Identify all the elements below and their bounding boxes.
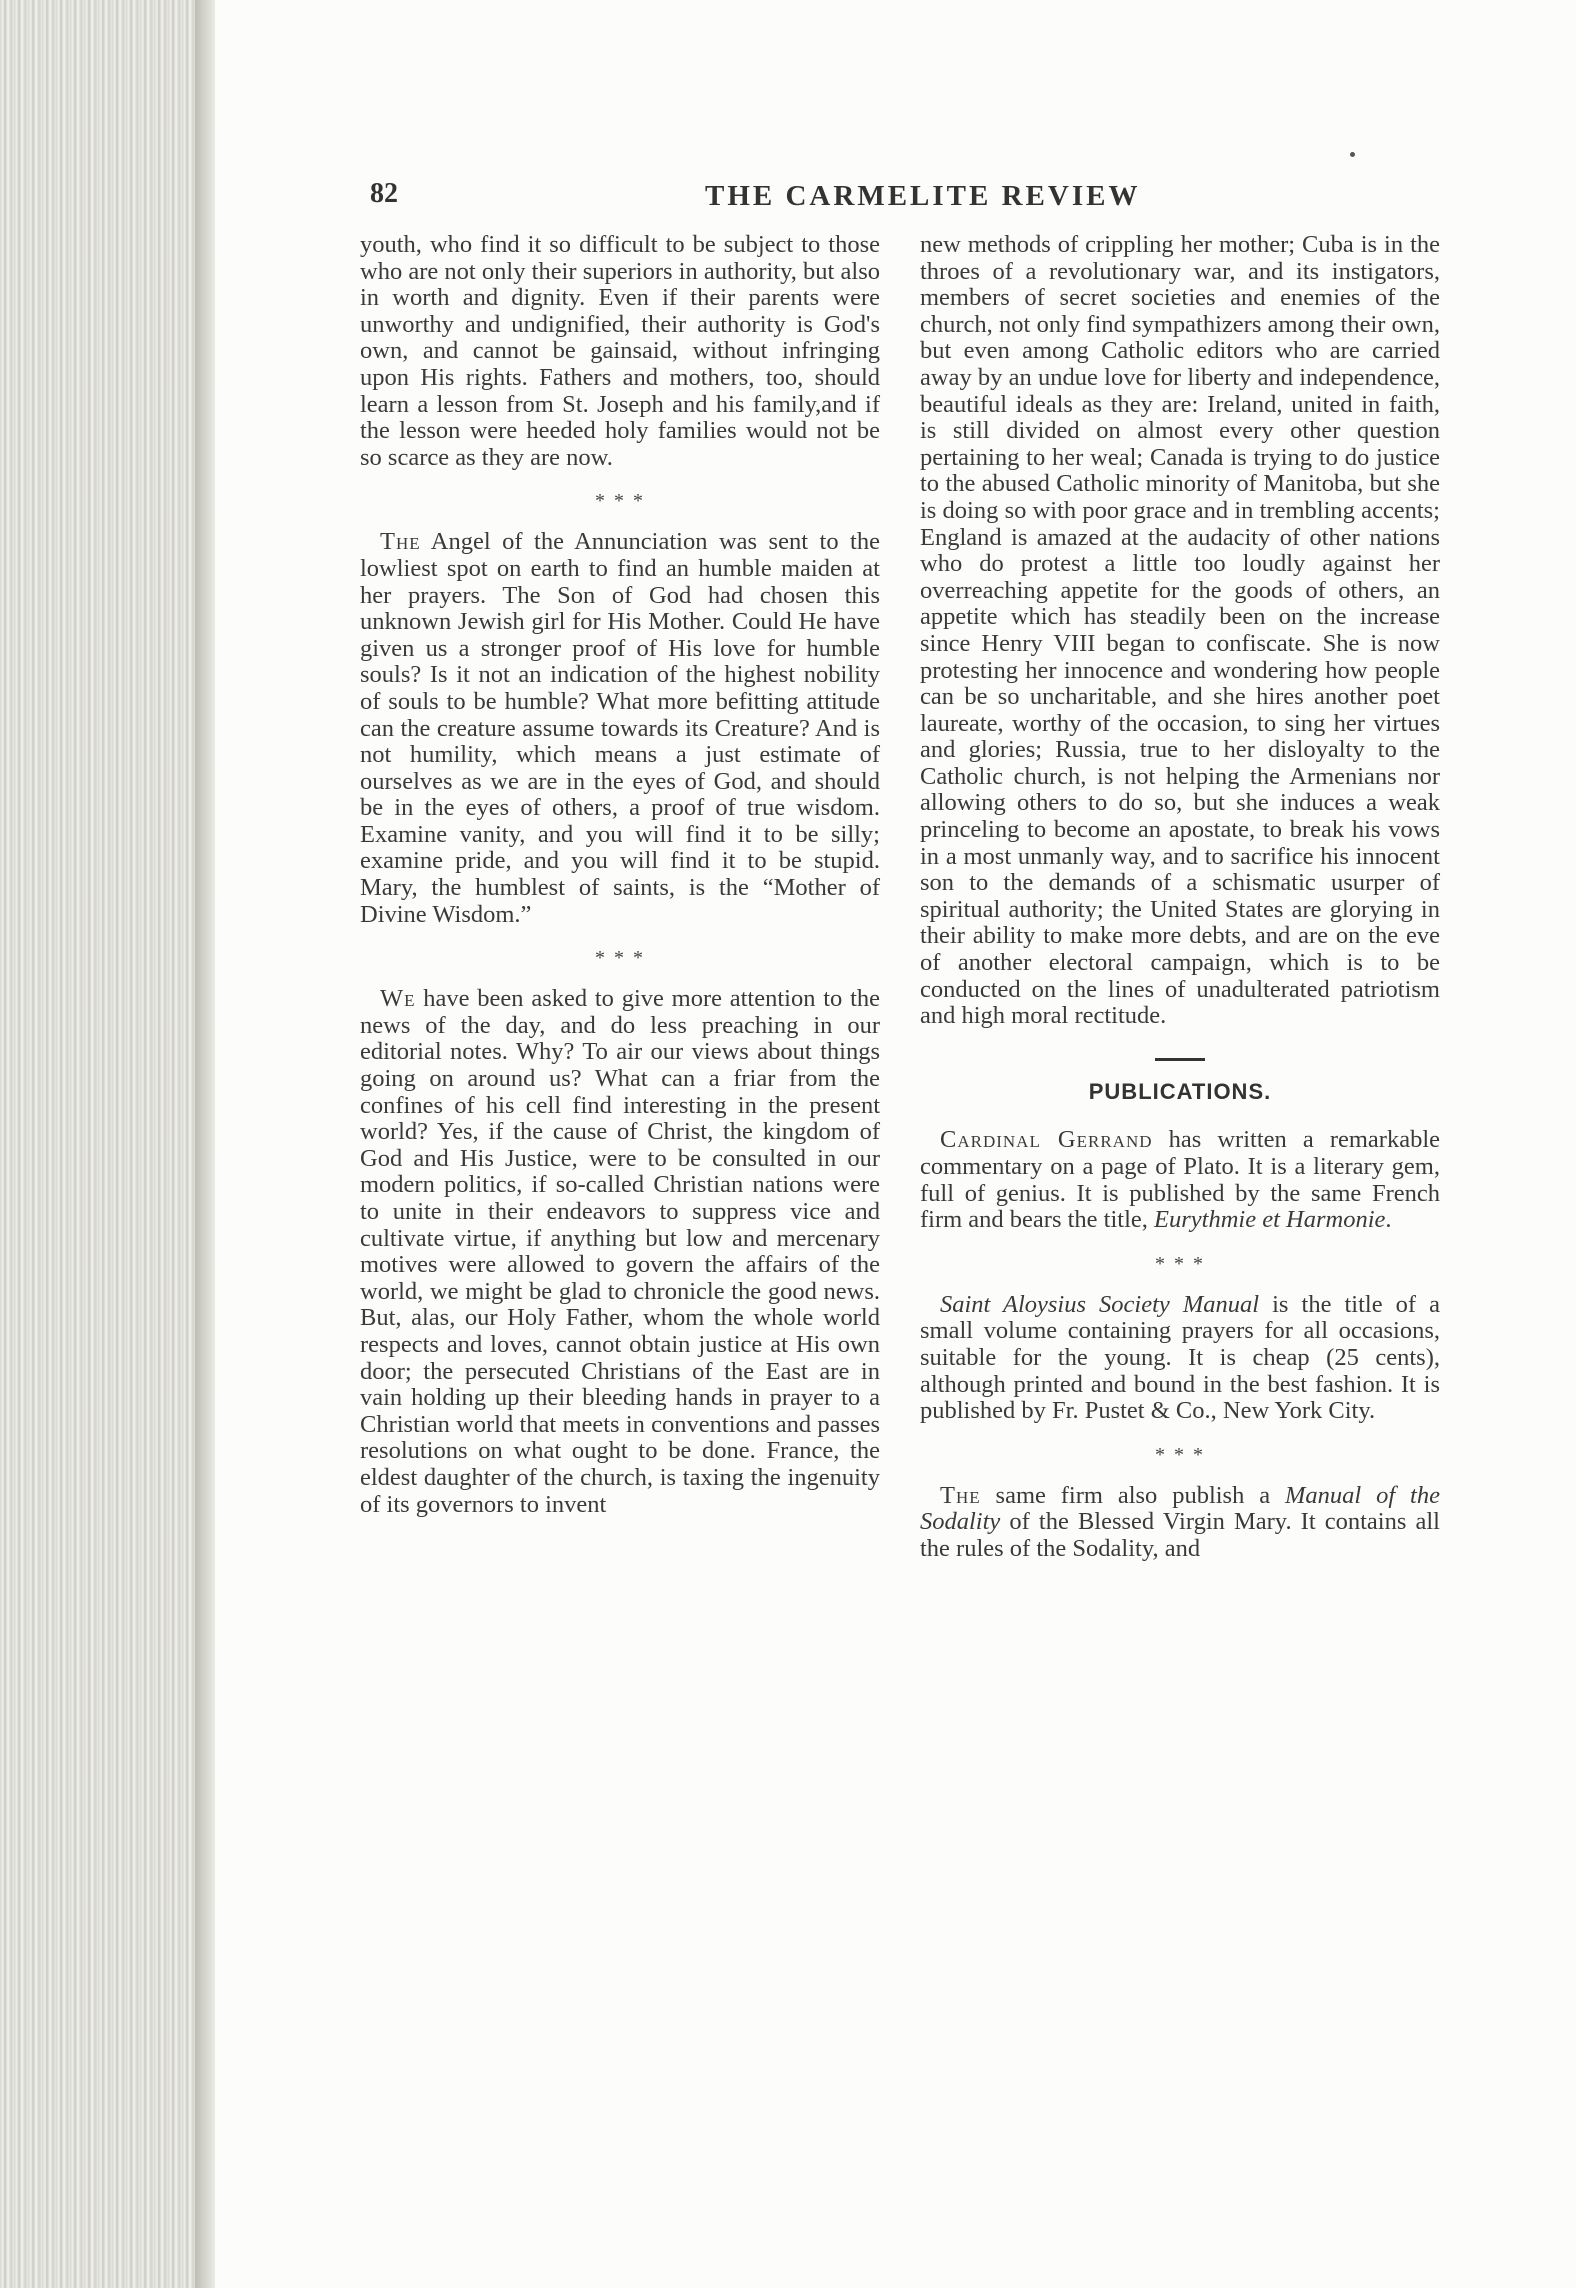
paragraph-editorial-notes [360, 986, 880, 1518]
paragraph-text: Angel of the Annunciation was sent to the lowliest spot on earth to find an humble maiden at her prayers. The Son of God had chosen this unknown Jewish girl for His Mother. Could He have given us a stronger proof of His love for humble souls? Is it not an indication of the highest nobility of souls to be humble? What more befitting attitude can the creature assume towards its Creature? And is not humility, which means a just estimate of ourselves as we are in the eyes of God, and should be in the eyes of others, a proof of true wisdom. Examine vanity, and you will find it to be silly; examine pride, and you will find it to be stupid. Mary, the humblest of saints, is the “Mother of Divine Wisdom.” [360, 528, 880, 928]
section-rule [1155, 1058, 1205, 1061]
book-title: Eurythmie et Harmonie [1154, 1206, 1386, 1234]
paragraph-text: of the Blessed Virgin Mary. It contains all the rules of the Sodality, and [920, 1508, 1440, 1562]
journal-title: THE CARMELITE REVIEW [705, 180, 1141, 212]
book-title: Manual of the Sodality [920, 1481, 1440, 1536]
book-page-edges [0, 0, 215, 2288]
publication-entry-sodality [920, 1483, 1440, 1563]
paragraph-text: same firm also publish a [980, 1481, 1285, 1509]
paragraph-youth: youth, who find it so difficult to be subject to those who are not only their superiors in authority, but also in worth and dignity. Even if their parents were unworthy and undignified, their authority is God's own, and cannot be gainsaid, without infringing upon His rights. Fathers and mothers, too, should learn a lesson from St. Joseph and his family,and if the lesson were heeded holy families would not be so scarce as they are now. [360, 231, 880, 471]
asterism-divider: * * * [1155, 1443, 1205, 1466]
publication-entry-manual [920, 1292, 1440, 1425]
punctuation: . [1385, 1206, 1392, 1234]
paragraph-text: has written a remarkable commentary on a page of Plato. It is a literary gem, full of genius. It is published by the same French firm and bears the title, [920, 1126, 1440, 1234]
running-head [370, 178, 1440, 218]
left-column [360, 232, 880, 1518]
drop-lead-word: The [380, 528, 421, 556]
right-column [920, 232, 1440, 1563]
drop-lead-word: We [380, 985, 416, 1013]
ink-speck [1350, 152, 1355, 157]
page-number: 82 [370, 178, 398, 209]
book-title: Saint Aloysius Society Manual [940, 1290, 1260, 1318]
asterism-divider: * * * [595, 490, 645, 513]
asterism-divider: * * * [595, 947, 645, 970]
publication-entry-plato [920, 1127, 1440, 1233]
paragraph-text: have been asked to give more attention to the news of the day, and do less preaching in our editorial notes. Why? To air our views about things going on around us? What can a friar from the confines of his cell find interesting in the present world? Yes, if the cause of Christ, the kingdom of God and His Justice, were to be consulted in our modern politics, if so-called Christian nations were to unite in their endeavors to suppress vice and cultivate virtue, if anything but low and mercenary motives were allowed to govern the affairs of the world, we might be glad to chronicle the good news. But, alas, our Holy Father, whom the whole world respects and loves, cannot obtain justice at His own door; the persecuted Christians of the East are in vain holding up their bleeding hands in prayer to a Christian world that meets in conventions and passes resolutions on what ought to be done. France, the eldest daughter of the church, is taxing the ingenuity of its governors to invent [360, 985, 880, 1518]
section-heading-publications: PUBLICATIONS. [1088, 1078, 1272, 1104]
paragraph-annunciation [360, 529, 880, 928]
paragraph-text: is the title of a small volume containing prayers for all occasions, suitable for the young. It is cheap (25 cents), although printed and bound in the best fashion. It is published by Fr. Pustet & Co., New York City. [920, 1290, 1440, 1425]
drop-lead-word: The [940, 1481, 981, 1509]
asterism-divider: * * * [1155, 1252, 1205, 1275]
paragraph-nations: new methods of crippling her mother; Cuba is in the throes of a revolutionary war, and its instigators, members of secret societies and enemies of the church, not only find sympathizers among their own, but even among Catholic editors who are carried away by an undue love for liberty and independence, beautiful ideals as they are: Ireland, united in faith, is still divided on almost every other question pertaining to her weal; Canada is trying to do justice to the abused Catholic minority of Manitoba, but she is doing so with poor grace and in trembling accents; England is amazed at the audacity of other nations who do protest a little too loudly against her overreaching appetite for the goods of others, an appetite which has steadily been on the increase since Henry VIII began to confiscate. She is now protesting her innocence and wondering how people can be so uncharitable, and she hires another poet laureate, worthy of the occasion, to sing her virtues and glories; Russia, true to her disloyalty to the Catholic church, is not helping the Armenians nor allowing others to do so, but she induces a weak princeling to become an apostate, to break his vows in a most unmanly way, and to sacrifice his innocent son to the demands of a schismatic usurper of spiritual authority; the United States are glorying in their ability to make more debts, and are on the eve of another electoral campaign, which is to be conducted on the lines of unadulterated patriotism and high moral rectitude. [920, 231, 1440, 1030]
author-name: Cardinal Gerrand [940, 1126, 1153, 1154]
